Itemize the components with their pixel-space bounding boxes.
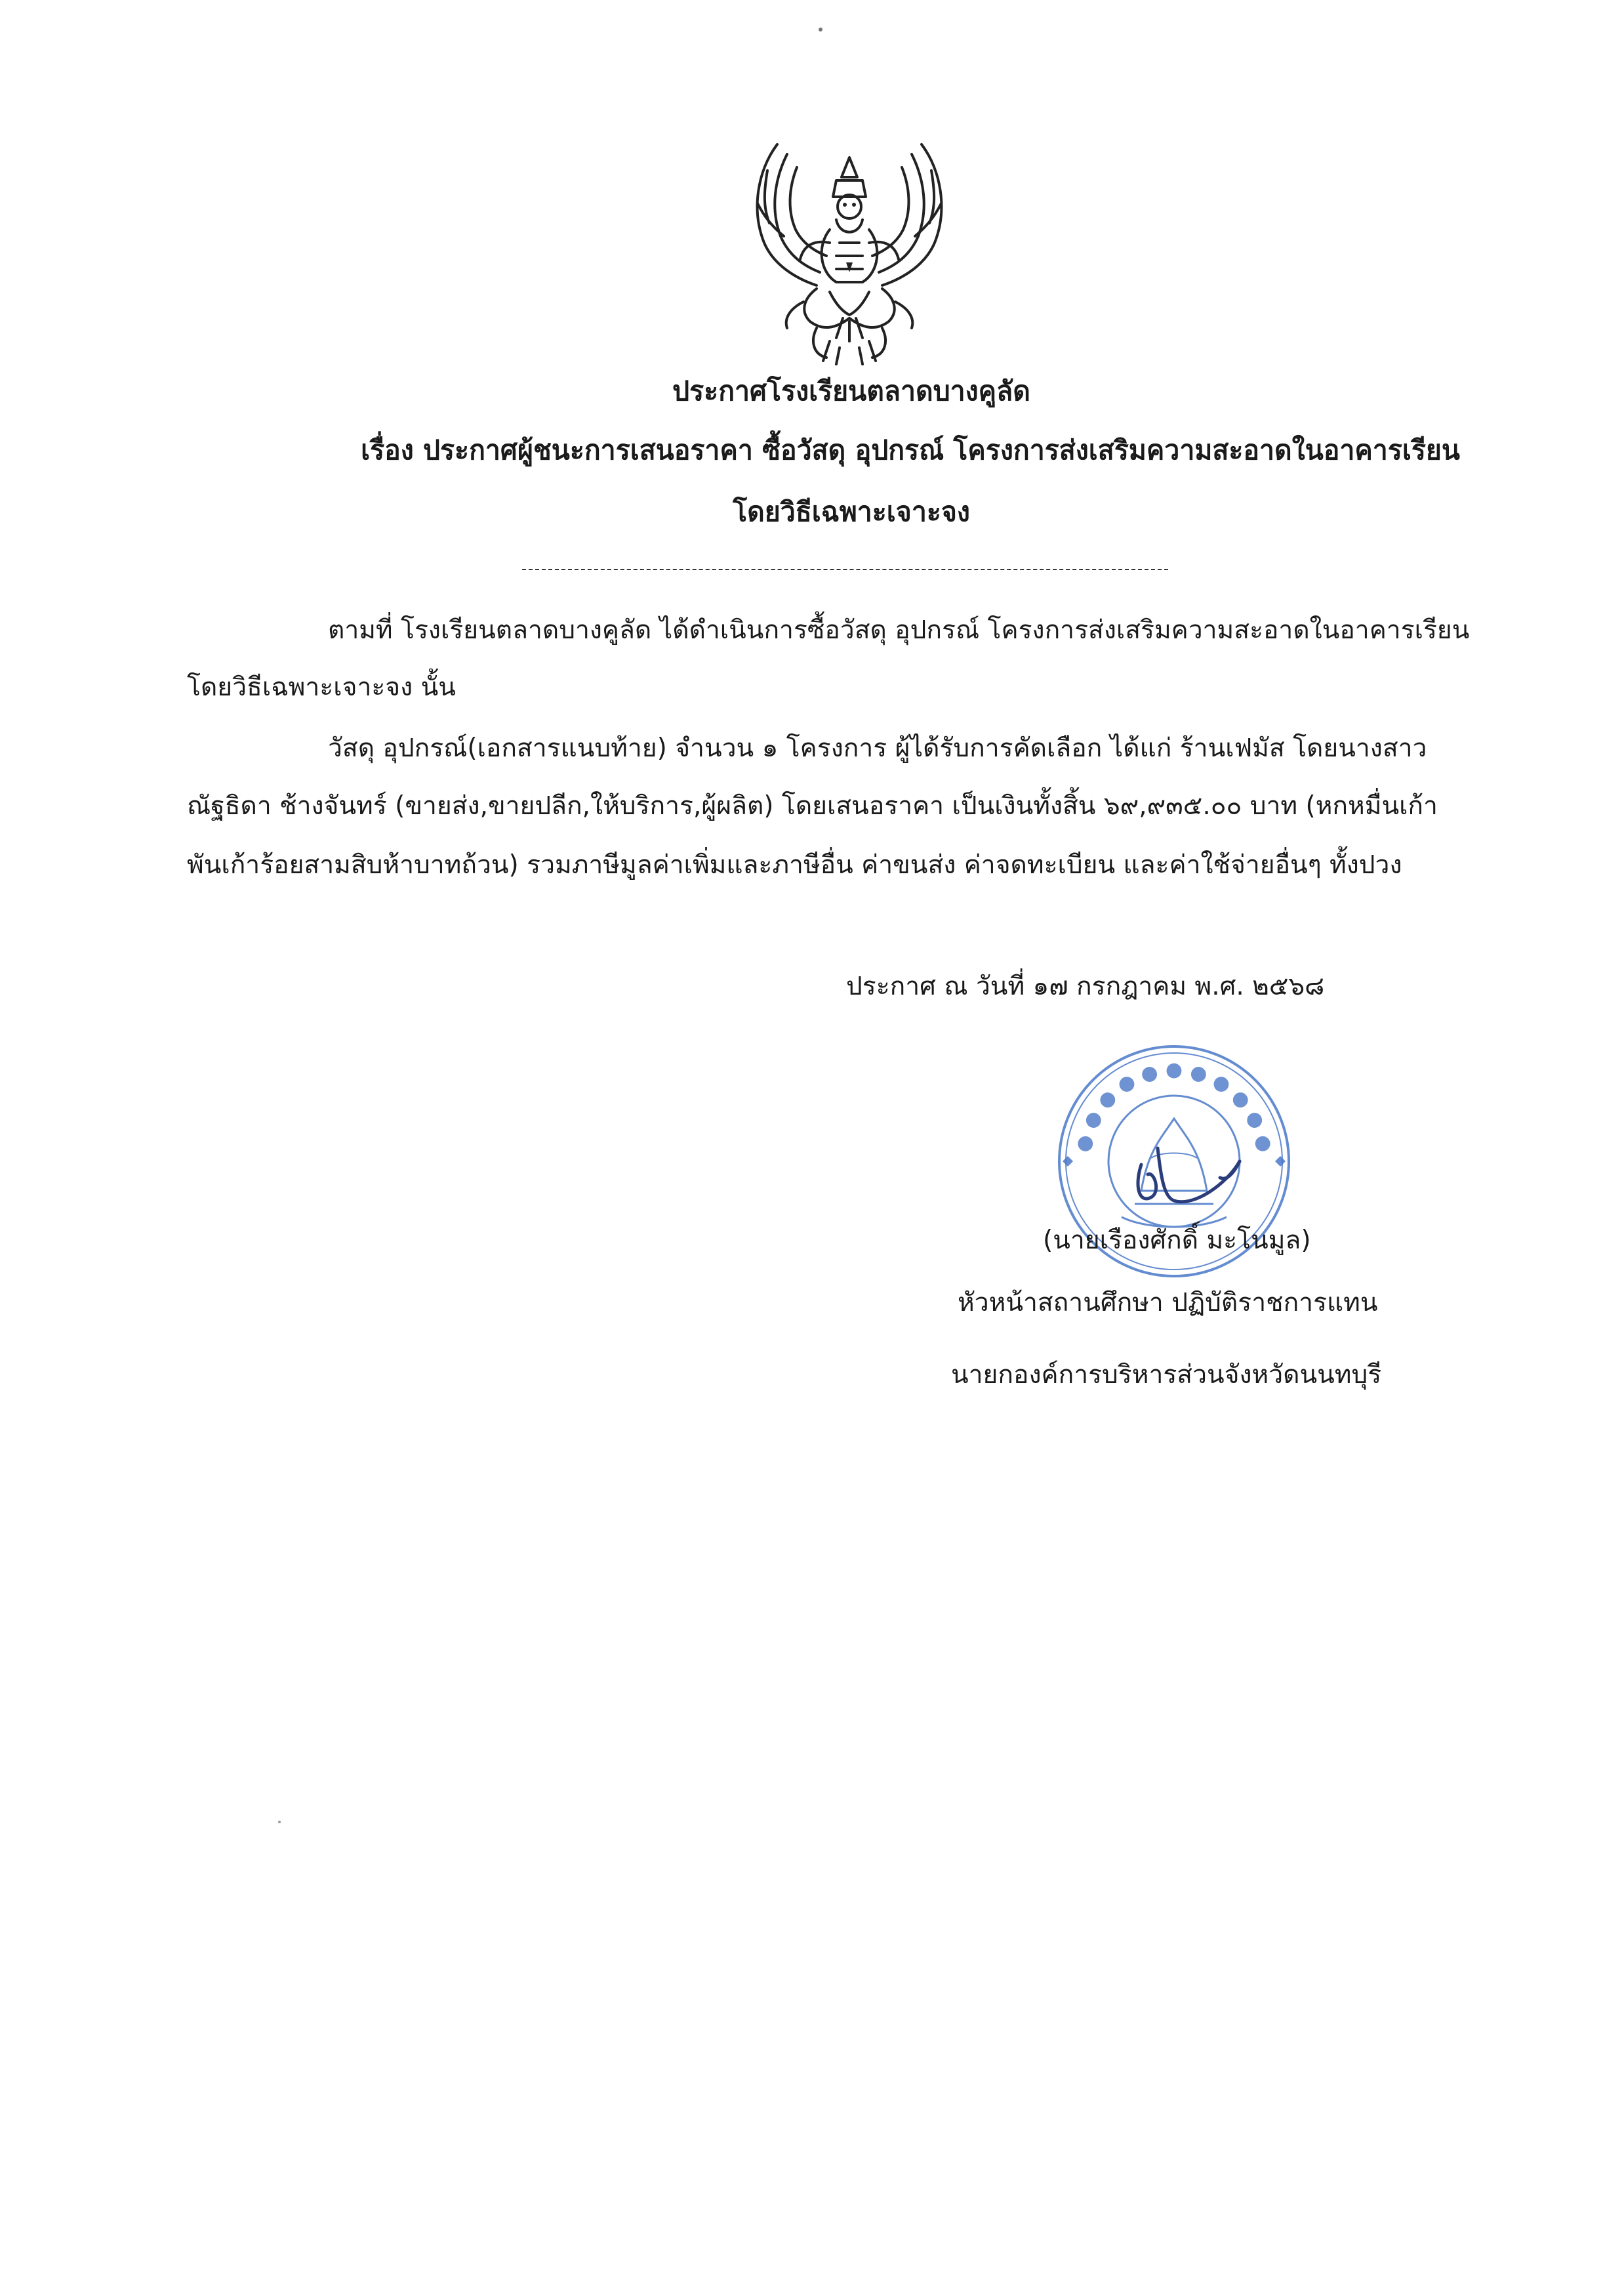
signatory-position-line-1: หัวหน้าสถานศึกษา ปฏิบัติราชการแทน — [958, 1288, 1378, 1317]
announcement-title: ประกาศโรงเรียนตลาดบางคูลัด — [672, 375, 1030, 407]
body-paragraph-1-line-1: ตามที่ โรงเรียนตลาดบางคูลัด ได้ดำเนินการซื้อวัสดุ อุปกรณ์ โครงการส่งเสริมความสะอาดในอาคารเรียน — [328, 615, 1470, 645]
announcement-date: ประกาศ ณ วันที่ ๑๗ กรกฎาคม พ.ศ. ๒๕๖๘ — [846, 972, 1325, 1001]
garuda-emblem — [738, 131, 961, 367]
scan-speck — [278, 1821, 281, 1823]
announcement-subject: เรื่อง ประกาศผู้ชนะการเสนอราคา ซื้อวัสดุ อุปกรณ์ โครงการส่งเสริมความสะอาดในอาคารเรียน — [361, 434, 1460, 466]
scan-speck — [819, 28, 822, 31]
body-paragraph-1-line-2: โดยวิธีเฉพาะเจาะจง นั้น — [187, 672, 456, 702]
body-paragraph-2-line-3: พันเก้าร้อยสามสิบห้าบาทถ้วน) รวมภาษีมูลค่าเพิ่มและภาษีอื่น ค่าขนส่ง ค่าจดทะเบียน และค่าใช้จ่ายอื่นๆ ทั้งปวง — [187, 850, 1402, 880]
body-paragraph-2-line-1: วัสดุ อุปกรณ์(เอกสารแนบท้าย) จำนวน ๑ โครงการ ผู้ได้รับการคัดเลือก ได้แก่ ร้านเฟมัส โดยนางสาว — [328, 734, 1427, 763]
dashed-divider — [0, 552, 1624, 575]
signatory-position-line-2: นายกองค์การบริหารส่วนจังหวัดนนทบุรี — [951, 1360, 1382, 1390]
body-paragraph-2-line-2: ณัฐธิดา ช้างจันทร์ (ขายส่ง,ขายปลีก,ให้บริการ,ผู้ผลิต) โดยเสนอราคา เป็นเงินทั้งสิ้น ๖๙,๙๓๕.๐๐ บาท (หกหมื่นเก้า — [187, 791, 1438, 821]
svg-text:● ● ● ● ● ● ● ● ● ● ●: ● ● ● ● ● ● ● ● ● ● ● — [1071, 1058, 1277, 1155]
procurement-method: โดยวิธีเฉพาะเจาะจง — [733, 496, 970, 527]
signatory-name: (นายเรืองศักดิ์ มะโนมูล) — [1043, 1226, 1311, 1255]
